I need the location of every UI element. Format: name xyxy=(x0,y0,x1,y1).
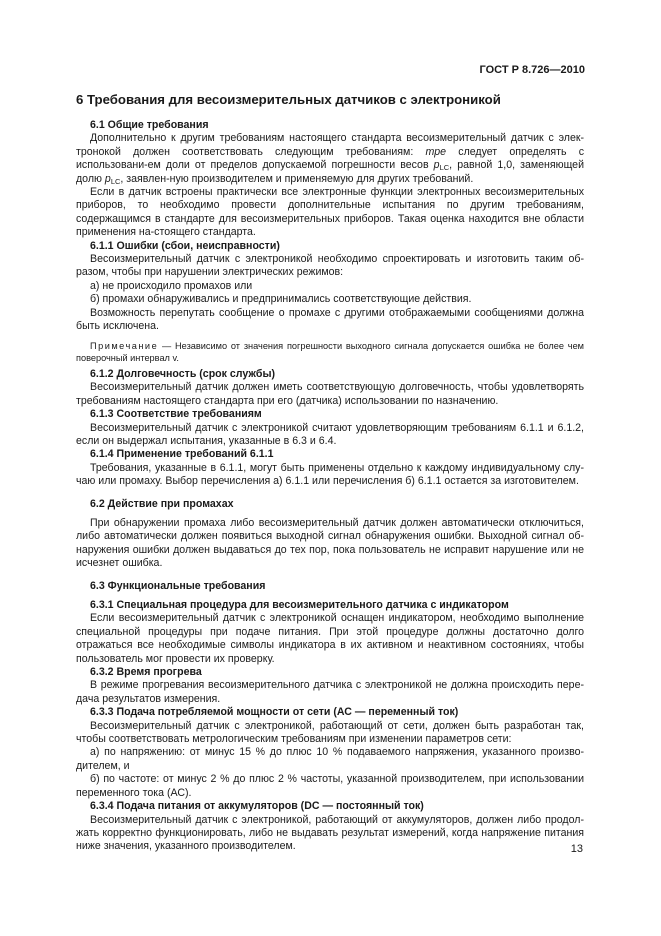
paragraph-6-1-4-body: Требования, указанные в 6.1.1, могут быть применены отдельно к каждому индивидуальному слу-чаю или промаху. Выбор перечисления а) 6.1.1 или перечисления б) 6.1.1 остается за изготовителем. xyxy=(76,461,584,488)
note xyxy=(76,340,584,364)
paragraph-6-1-3-body: Весоизмерительный датчик с электроникой считают удовлетворяющим требованиям 6.1.1 и 6.1.2, если он выдержал испытания, указанные в 6.3 и 6.4. xyxy=(76,421,584,447)
note-text: — Независимо от значения погрешности выходного сигнала допускается ошибка не более чем поверочный интервал v. xyxy=(76,340,584,363)
list-item-voltage: а) по напряжению: от минус 15 % до плюс 10 % подаваемого напряжения, указанного произво-дителем, и xyxy=(76,746,584,772)
paragraph-6-1-1-end: Возможность перепутать сообщение о промахе с другими отображаемыми сообщениями должна быть исключена. xyxy=(76,306,584,333)
heading-6-1-4: 6.1.4 Применение требований 6.1.1 xyxy=(90,448,274,461)
list-item-b: б) промахи обнаруживались и предпринимались соответствующие действия. xyxy=(90,293,472,306)
heading-6-3: 6.3 Функциональные требования xyxy=(90,579,266,592)
heading-6-1-2: 6.1.2 Долговечность (срок службы) xyxy=(90,367,276,380)
heading-6-3-3: 6.3.3 Подача потребляемой мощности от сети (АС — переменный ток) xyxy=(90,706,459,719)
mpe-symbol: mpe xyxy=(425,145,447,158)
heading-6-2: 6.2 Действие при промахах xyxy=(90,497,234,510)
paragraph-6-3-3-body: Весоизмерительный датчик с электроникой, работающий от сети, должен быть разработан так, чтобы соответствовать метрологическим требованиям при изменении параметров сети: xyxy=(76,719,584,746)
list-item-frequency: б) по частоте: от минус 2 % до плюс 2 % частоты, указанной производителем, при использовании переменного тока (АС). xyxy=(76,773,584,799)
paragraph-6-1-2: Если в датчик встроены практически все электронные функции электронных весоизмерительных приборов, то необходимо провести дополнительные испытания по другим требованиям, содержащимся в стандарте для весоизмерительных приборов. Такая оценка находится вне области применения на-стоящего стандарта. xyxy=(76,186,584,239)
paragraph-6-1-1-intro: Весоизмерительный датчик с электроникой необходимо спроектировать и изготовить таким об-разом, чтобы при нарушении электрических режимов: xyxy=(76,253,584,279)
paragraph-6-3-2-body: В режиме прогревания весоизмерительного датчика с электроникой не должна происходить пере-дача результатов измерения. xyxy=(76,679,584,705)
page-number: 13 xyxy=(570,843,583,855)
page-content xyxy=(76,92,584,854)
heading-6-1-3: 6.1.3 Соответствие требованиям xyxy=(90,408,262,421)
note-label: Примечание xyxy=(90,340,159,351)
heading-6-1: 6.1 Общие требования xyxy=(90,119,209,131)
paragraph-6-3-1-body: Если весоизмерительный датчик с электроникой оснащен индикатором, необходимо выполнение специальной процедуры при подаче питания. При этой процедуре должны достаточно долго отражаться все необходимые символы индикатора в их активном и неактивном состояниях, чтобы пользователь мог провести их проверку. xyxy=(76,612,584,665)
paragraph-6-1-1: Дополнительно к другим требованиям настоящего стандарта весоизмерительный датчик с элек-тронокой должен соответствовать следующим требованиям: mpe следует определять с использовани-ем доли от пределов допускаемой погрешности весов $p_{LC}$, равной 1,0, заменяющей долю $p_{LC}$, заявлен-ную производителем и применяемую для других требований. xyxy=(76,132,584,186)
standard-header: ГОСТ Р 8.726—2010 xyxy=(479,64,585,76)
section-title: 6 Требования для весоизмерительных датчиков с электроникой xyxy=(76,92,501,107)
paragraph-6-1-2-body: Весоизмерительный датчик должен иметь соответствующую долговечность, чтобы удовлетворять требованиям настоящего стандарта при его (датчика) использовании по назначению. xyxy=(76,381,584,407)
heading-6-3-2: 6.3.2 Время прогрева xyxy=(90,666,202,679)
list-item-a: а) не происходило промахов или xyxy=(90,279,253,292)
paragraph-6-2-body: При обнаружении промаха либо весоизмерительный датчик должен автоматически отключиться, либо автоматически должен появиться выходной сигнал обнаружения ошибки. Выходной сигнал об-наружения ошибки должен выдаваться до тех пор, пока пользователь не исправит нарушение или не исчезнет ошибка. xyxy=(76,516,584,570)
heading-6-1-1: 6.1.1 Ошибки (сбои, неисправности) xyxy=(90,239,280,252)
paragraph-6-3-4-body: Весоизмерительный датчик с электроникой, работающий от аккумуляторов, должен либо продол-жать корректно функционировать, либо не выдавать результат измерений, когда напряжение питания ниже значения, указанного производителем. xyxy=(76,813,584,853)
heading-6-3-1: 6.3.1 Специальная процедура для весоизмерительного датчика с индикатором xyxy=(90,599,509,611)
heading-6-3-4: 6.3.4 Подача питания от аккумуляторов (DC — постоянный ток) xyxy=(90,800,424,813)
